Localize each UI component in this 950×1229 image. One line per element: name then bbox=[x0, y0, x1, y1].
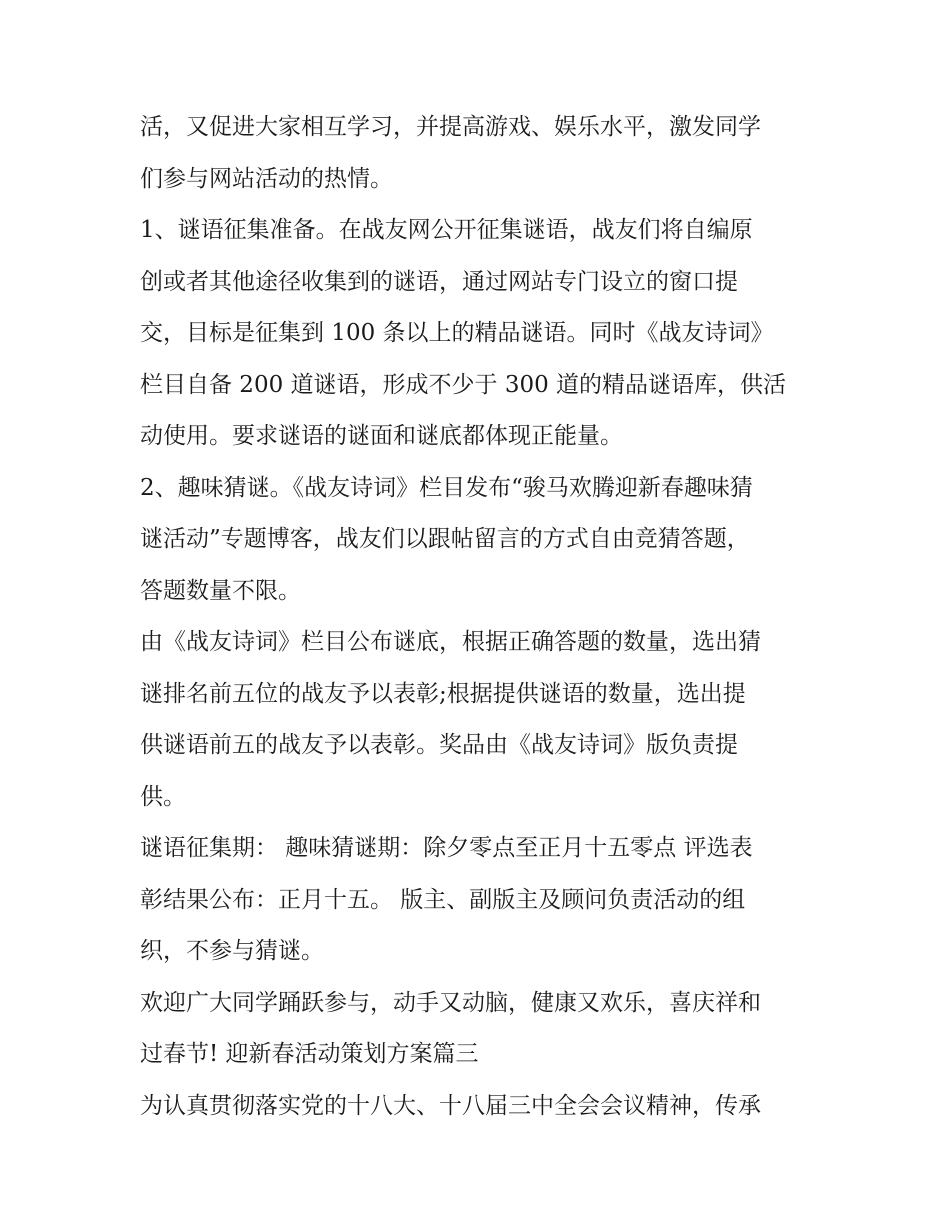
text-line: 欢迎广大同学踊跃参与，动手又动脑，健康又欢乐，喜庆祥和 bbox=[140, 989, 761, 1016]
text-line: 动使用。要求谜语的谜面和谜底都体现正能量。 bbox=[140, 423, 623, 449]
text-line: 供谜语前五的战友予以表彰。奖品由《战友诗词》版负责提 bbox=[140, 732, 738, 758]
document-body bbox=[140, 102, 820, 1132]
text-line: 答题数量不限。 bbox=[140, 577, 301, 604]
text-line: 由《战友诗词》栏目公布谜底，根据正确答题的数量，选出猜 bbox=[140, 629, 761, 655]
text-line: 为认真贯彻落实党的十八大、十八届三中全会会议精神，传承 bbox=[140, 1092, 761, 1119]
text-line: 织，不参与猜谜。 bbox=[140, 938, 324, 964]
text-line: 交，目标是征集到 100 条以上的精品谜语。同时《战友诗词》 bbox=[140, 320, 774, 346]
text-line: 栏目自备 200 道谜语，形成不少于 300 道的精品谜语库，供活 bbox=[140, 371, 787, 398]
text-line: 谜排名前五位的战友予以表彰;根据提供谜语的数量，选出提 bbox=[140, 680, 746, 707]
text-line: 谜活动”专题博客，战友们以跟帖留言的方式自由竞猜答题， bbox=[140, 526, 750, 552]
text-line: 2、趣味猜谜。《战友诗词》栏目发布“骏马欢腾迎新春趣味猜 bbox=[140, 474, 753, 501]
text-line: 谜语征集期： 趣味猜谜期：除夕零点至正月十五零点 评选表 bbox=[140, 835, 753, 861]
text-line: 过春节! 迎新春活动策划方案篇三 bbox=[140, 1041, 479, 1067]
text-line: 1、谜语征集准备。在战友网公开征集谜语，战友们将自编原 bbox=[140, 217, 753, 243]
text-line: 创或者其他途径收集到的谜语，通过网站专门设立的窗口提 bbox=[140, 268, 738, 295]
text-line: 们参与网站活动的热情。 bbox=[140, 165, 393, 192]
text-line: 活，又促进大家相互学习，并提高游戏、娱乐水平，激发同学 bbox=[140, 114, 761, 140]
text-line: 彰结果公布：正月十五。 版主、副版主及顾问负责活动的组 bbox=[140, 886, 746, 913]
text-line: 供。 bbox=[140, 783, 186, 810]
